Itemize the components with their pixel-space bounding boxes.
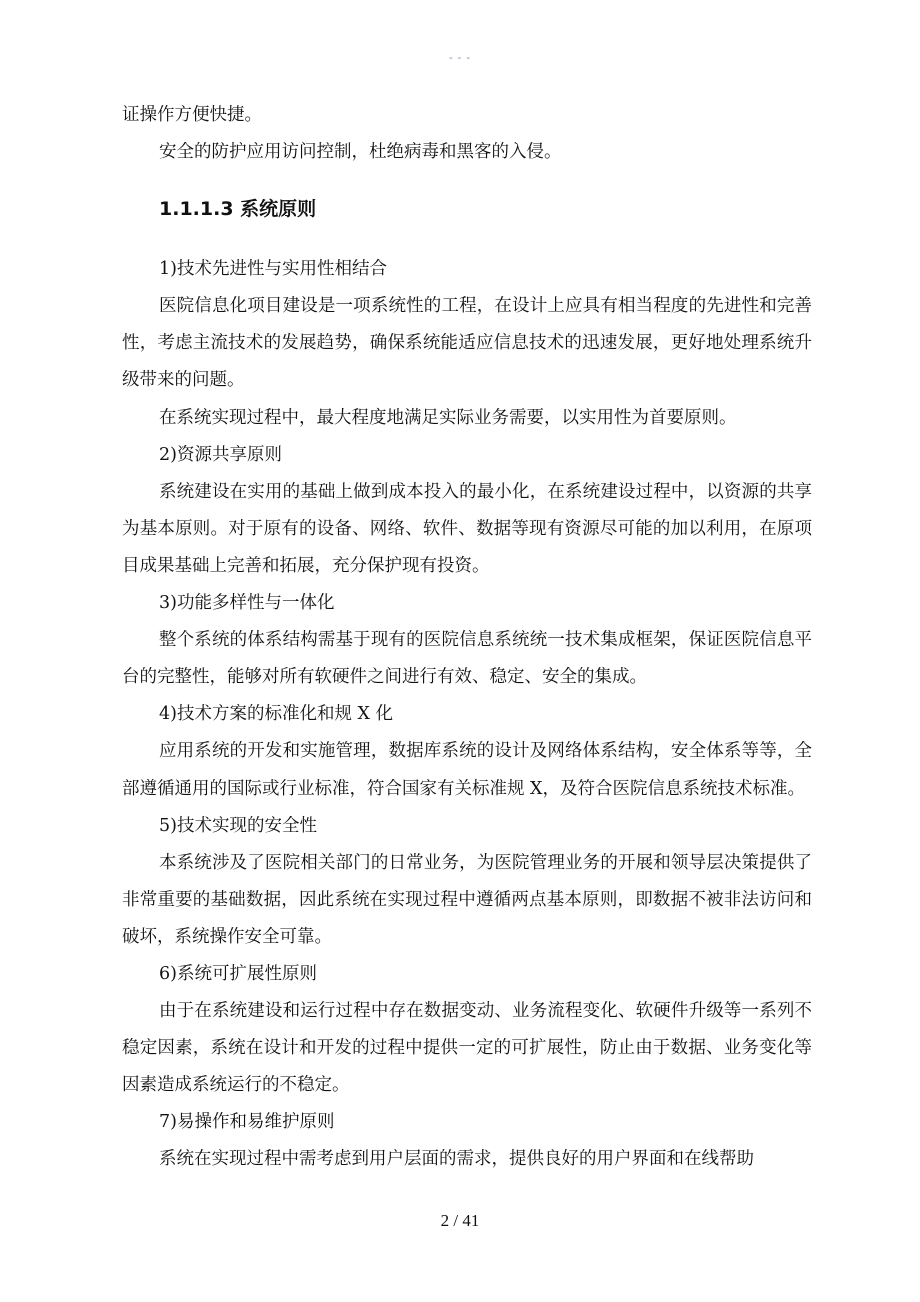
paragraph: 本系统涉及了医院相关部门的日常业务，为医院管理业务的开展和领导层决策提供了非常重要的基础数据，因此系统在实现过程中遵循两点基本原则，即数据不被非法访问和破坏，系统操作安全可靠。: [122, 852, 812, 947]
page-number: 2 / 41: [440, 1211, 480, 1230]
principle-title-5: 5)技术实现的安全性: [159, 815, 317, 836]
paragraph: 医院信息化项目建设是一项系统性的工程，在设计上应具有相当程度的先进性和完善性，考虑主流技术的发展趋势，确保系统能适应信息技术的迅速发展，更好地处理系统升级带来的问题。: [122, 296, 812, 391]
principle-title-4: 4)技术方案的标准化和规 X 化: [159, 704, 394, 725]
paragraph: 证操作方便快捷。: [122, 105, 262, 125]
paragraph: 整个系统的体系结构需基于现有的医院信息系统统一技术集成框架，保证医院信息平台的完整性，能够对所有软硬件之间进行有效、稳定、安全的集成。: [122, 630, 812, 688]
principle-title-7: 7)易操作和易维护原则: [159, 1112, 335, 1133]
section-heading: 1.1.1.3 系统原则: [159, 198, 317, 221]
principle-title-6: 6)系统可扩展性原则: [159, 963, 317, 984]
paragraph: 在系统实现过程中，最大程度地满足实际业务需要，以实用性为首要原则。: [159, 407, 737, 428]
principle-title-1: 1)技术先进性与实用性相结合: [159, 259, 387, 280]
paragraph: 应用系统的开发和实施管理，数据库系统的设计及网络体系结构，安全体系等等，全部遵循通用的国际或行业标准，符合国家有关标准规 X，及符合医院信息系统技术标准。: [122, 741, 812, 799]
principle-title-3: 3)功能多样性与一体化: [159, 593, 335, 614]
header-mark: - - -: [448, 52, 472, 64]
paragraph: 系统在实现过程中需考虑到用户层面的需求，提供良好的用户界面和在线帮助: [159, 1149, 754, 1170]
document-body: [122, 97, 812, 1179]
paragraph: 由于在系统建设和运行过程中存在数据变动、业务流程变化、软硬件升级等一系列不稳定因素，系统在设计和开发的过程中提供一定的可扩展性，防止由于数据、业务变化等因素造成系统运行的不稳定。: [122, 1001, 812, 1096]
principle-title-2: 2)资源共享原则: [159, 444, 282, 465]
paragraph: 系统建设在实用的基础上做到成本投入的最小化，在系统建设过程中，以资源的共享为基本原则。对于原有的设备、网络、软件、数据等现有资源尽可能的加以利用，在原项目成果基础上完善和拓展，充分保护现有投资。: [122, 481, 812, 576]
paragraph: 安全的防护应用访问控制，杜绝病毒和黑客的入侵。: [159, 142, 562, 163]
